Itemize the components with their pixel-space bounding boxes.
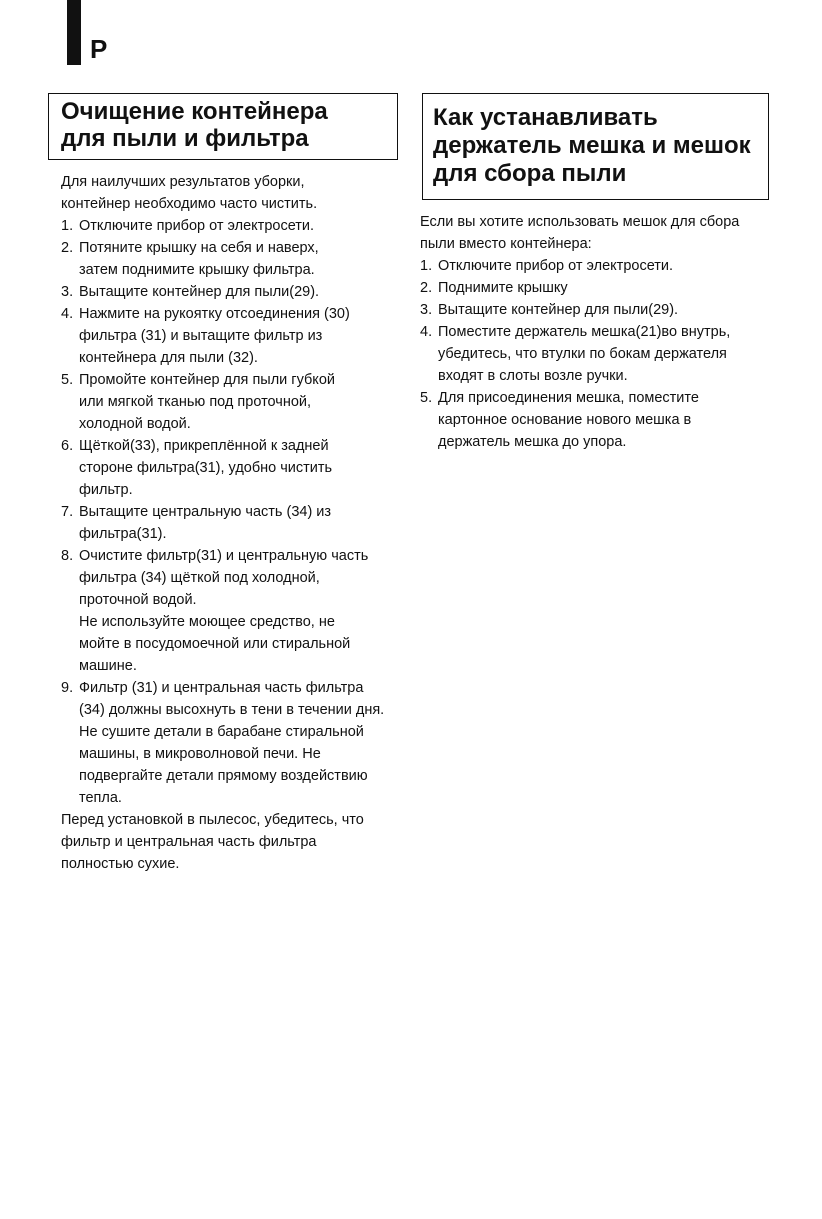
item-number: 5. (420, 390, 433, 406)
text-line: убедитесь, что втулки по бокам держателя (438, 346, 727, 362)
item-number: 5. (61, 372, 74, 388)
section-marker-bar (67, 0, 81, 65)
text-line: Поместите держатель мешка(21)во внутрь, (438, 324, 731, 340)
list-item (420, 277, 780, 299)
text-line: пыли вместо контейнера: (420, 236, 592, 252)
text-line: Промойте контейнер для пыли губкой (79, 372, 335, 388)
text-line: контейнера для пыли (32). (79, 350, 258, 366)
text-line: Очистите фильтр(31) и центральную часть (79, 548, 369, 564)
text-line: картонное основание нового мешка в (438, 412, 692, 428)
item-number: 4. (61, 306, 74, 322)
text-line: Отключите прибор от электросети. (79, 218, 315, 234)
text-line: держатель мешка до упора. (438, 434, 627, 450)
intro-paragraph (420, 211, 780, 255)
title-line: для пыли и фильтра (61, 125, 309, 152)
text-line: мойте в посудомоечной или стиральной (79, 636, 351, 652)
text-line: проточной водой. (79, 592, 197, 608)
item-number: 1. (61, 218, 74, 234)
steps-list (420, 255, 780, 453)
text-line: Щёткой(33), прикреплённой к задней (79, 438, 329, 454)
title-line: держатель мешка и мешок (433, 132, 751, 159)
text-line: машины, в микроволновой печи. Не (79, 746, 321, 762)
list-item (61, 281, 411, 303)
text-line: входят в слоты возле ручки. (438, 368, 628, 384)
text-line: тепла. (79, 790, 122, 806)
text-line: Нажмите на рукоятку отсоединения (30) (79, 306, 350, 322)
text-line: подвергайте детали прямому воздействию (79, 768, 368, 784)
list-item (61, 545, 411, 677)
list-item (61, 501, 411, 545)
list-item (61, 677, 411, 809)
steps-list (61, 215, 411, 809)
list-item (420, 255, 780, 277)
text-line: машине. (79, 658, 137, 674)
item-number: 2. (420, 280, 433, 296)
item-number: 9. (61, 680, 74, 696)
title-line: для сбора пыли (433, 160, 627, 187)
text-line: Перед установкой в пылесос, убедитесь, что (61, 812, 364, 828)
text-line: фильтр. (79, 482, 133, 498)
cleaning-instructions (61, 171, 411, 875)
item-number: 6. (61, 438, 74, 454)
text-line: фильтр и центральная часть фильтра (61, 834, 317, 850)
list-item (61, 435, 411, 501)
list-item (61, 237, 411, 281)
section-letter: P (90, 34, 108, 64)
item-number: 4. (420, 324, 433, 340)
text-line: фильтра (34) щёткой под холодной, (79, 570, 320, 586)
text-line: Не используйте моющее средство, не (79, 614, 335, 630)
list-item (61, 215, 411, 237)
text-line: или мягкой тканью под проточной, (79, 394, 312, 410)
text-line: (34) должны высохнуть в тени в течении дня. (79, 702, 385, 718)
list-item (420, 387, 780, 453)
item-number: 1. (420, 258, 433, 274)
item-number: 2. (61, 240, 74, 256)
text-line: Поднимите крышку (438, 280, 568, 296)
title-line: Как устанавливать (433, 104, 658, 131)
text-line: холодной водой. (79, 416, 191, 432)
text-line: Не сушите детали в барабане стиральной (79, 724, 364, 740)
text-line: Отключите прибор от электросети. (438, 258, 674, 274)
text-line: Фильтр (31) и центральная часть фильтра (79, 680, 364, 696)
text-line: затем поднимите крышку фильтра. (79, 262, 315, 278)
section-title-bag-holder (422, 93, 769, 200)
text-line: контейнер необходимо часто чистить. (61, 196, 318, 212)
text-line: Вытащите контейнер для пыли(29). (79, 284, 320, 300)
text-line: Потяните крышку на себя и наверх, (79, 240, 319, 256)
item-number: 3. (420, 302, 433, 318)
text-line: стороне фильтра(31), удобно чистить (79, 460, 333, 476)
intro-paragraph (61, 171, 411, 215)
closing-paragraph (61, 809, 411, 875)
item-number: 3. (61, 284, 74, 300)
section-title-cleaning (48, 93, 398, 160)
title-line: Очищение контейнера (61, 98, 328, 125)
list-item (61, 369, 411, 435)
text-line: Для наилучших результатов уборки, (61, 174, 305, 190)
text-line: Вытащите контейнер для пыли(29). (438, 302, 679, 318)
bag-holder-instructions (420, 211, 780, 453)
text-line: Если вы хотите использовать мешок для сбора (420, 214, 740, 230)
list-item (61, 303, 411, 369)
text-line: Для присоединения мешка, поместите (438, 390, 699, 406)
item-number: 7. (61, 504, 74, 520)
text-line: фильтра(31). (79, 526, 167, 542)
text-line: Вытащите центральную часть (34) из (79, 504, 332, 520)
text-line: фильтра (31) и вытащите фильтр из (79, 328, 323, 344)
item-number: 8. (61, 548, 74, 564)
text-line: полностью сухие. (61, 856, 180, 872)
list-item (420, 321, 780, 387)
list-item (420, 299, 780, 321)
